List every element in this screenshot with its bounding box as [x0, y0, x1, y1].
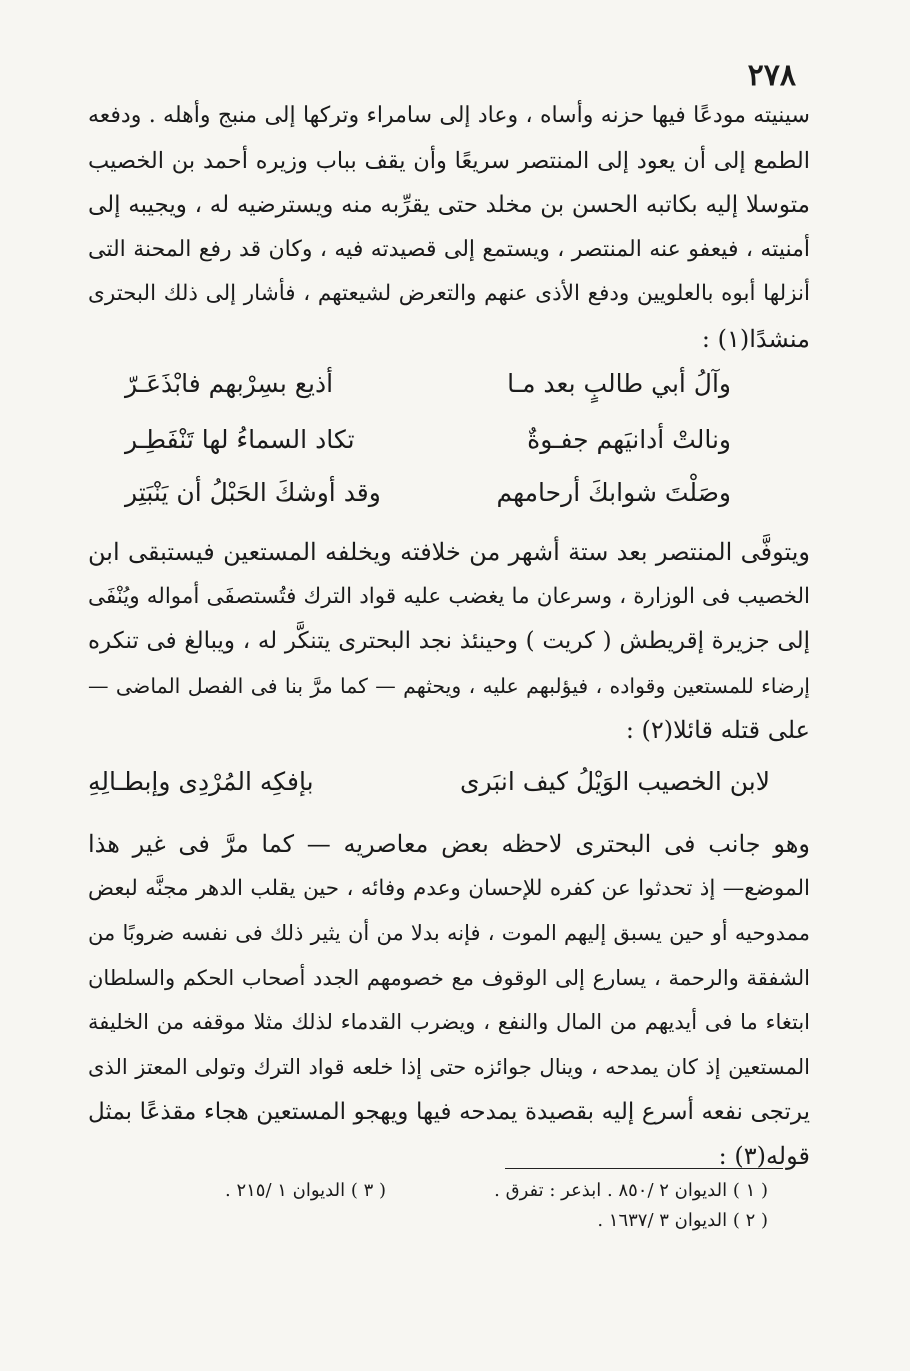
verse-first-hemistich: وآلُ أبي طالبٍ بعد مـا: [507, 369, 731, 398]
text-line: المستعين إذ كان يمدحه ، وينال جوائزه حتى إذا خلعه قواد الترك وتولى المعتز الذى: [88, 1054, 810, 1079]
text-line: الموضع— إذ تحدثوا عن كفره للإحسان وعدم وفائه ، حين يقلب الدهر مجنَّه لبعض: [88, 875, 810, 901]
text-line: على قتله قائلا(٢) :: [625, 716, 810, 745]
footnote-2: ( ٢ ) الديوان ٣ /١٦٣٧ .: [597, 1210, 768, 1231]
verse-second-hemistich: بإفكِه المُرْدِى وإبطـالِهِ: [88, 767, 314, 796]
text-line: وهو جانب فى البحترى لاحظه بعض معاصريه — كما مرَّ فى غير هذا: [88, 830, 810, 858]
page-number: ٢٧٨: [747, 58, 796, 93]
text-line: متوسلا إليه بكاتبه الحسن بن مخلد حتى يقرِّبه منه ويسترضيه له ، ويجيبه إلى: [88, 192, 810, 219]
text-line: إلى جزيرة إقريطش ( كريت ) وحينئذ نجد البحترى يتنكَّر له ، ويبالغ فى تنكره: [88, 628, 810, 655]
verse-first-hemistich: لابن الخصيب الوَيْلُ كيف انبَرى: [459, 767, 770, 796]
text-line: الطمع إلى أن يعود إلى المنتصر سريعًا وأن يقف بباب وزيره أحمد بن الخصيب: [88, 147, 810, 174]
paragraph-1: [88, 94, 810, 362]
footnote-1: ( ١ ) الديوان ٢ /٨٥٠ . ابذعر : تفرق .: [494, 1180, 768, 1201]
verse-line: [125, 473, 731, 513]
text-line: ويتوفَّى المنتصر بعد ستة أشهر من خلافته ويخلفه المستعين فيستبقى ابن: [88, 538, 810, 566]
verse-second-hemistich: وقد أوشكَ الحَبْلُ أن يَنْبَتِر: [125, 478, 381, 507]
footnote-3: ( ٣ ) الديوان ١ /٢١٥ .: [224, 1180, 386, 1201]
paragraph-3: [88, 822, 810, 1179]
text-line: إرضاء للمستعين وقواده ، فيؤلبهم عليه ، ويحثهم — كما مرَّ بنا فى الفصل الماضى —: [88, 673, 810, 698]
verse-line: [125, 420, 731, 460]
text-line: ممدوحيه أو حين يسبق إليهم الموت ، فإنه بدلا من أن يثير ذلك فى نفسه ضروبًا من: [88, 921, 810, 946]
text-line: ابتغاء ما فى أيديهم من المال والنفع ، ويضرب القدماء لذلك مثلا موقفه من الخليفة: [88, 1010, 810, 1035]
paragraph-2: [88, 530, 810, 753]
text-line: الشفقة والرحمة ، يسارع إلى الوقوف مع خصومهم الجدد أصحاب الحكم والسلطان: [88, 965, 810, 990]
text-line: أنزلها أبوه بالعلويين ودفع الأذى عنهم والتعرض لشيعتهم ، فأشار إلى ذلك البحترى: [88, 281, 810, 307]
text-line: يرتجى نفعه أسرع إليه بقصيدة يمدحه فيها ويهجو المستعين هجاء مقذعًا بمثل: [88, 1098, 810, 1125]
text-line: سينيته مودعًا فيها حزنه وأساه ، وعاد إلى سامراء وتركها إلى منبج وأهله . ودفعه: [88, 103, 810, 128]
text-line: منشدًا(١) :: [701, 324, 810, 353]
verse-second-hemistich: أذيع بسِرْبهم فابْذَعَـرّ: [125, 369, 334, 398]
text-line: أمنيته ، فيعفو عنه المنتصر ، ويستمع إلى قصيدته فيه ، وكان قد رفع المحنة التى: [88, 236, 810, 262]
verse-line: [125, 364, 731, 404]
verse-first-hemistich: ونالتْ أدانيَهم جفـوةٌ: [527, 425, 731, 454]
footnote-divider: [505, 1168, 783, 1169]
verse-line: [88, 762, 770, 802]
verse-second-hemistich: تكاد السماءُ لها تَنْفَطِـر: [125, 425, 355, 454]
verse-first-hemistich: وصَلْتَ شوابكَ أرحامهم: [496, 478, 731, 507]
text-line: الخصيب فى الوزارة ، وسرعان ما يغضب عليه قواد الترك فتُستصفَى أمواله ويُنْفَى: [88, 583, 810, 609]
text-line: قوله(٣) :: [718, 1142, 810, 1171]
